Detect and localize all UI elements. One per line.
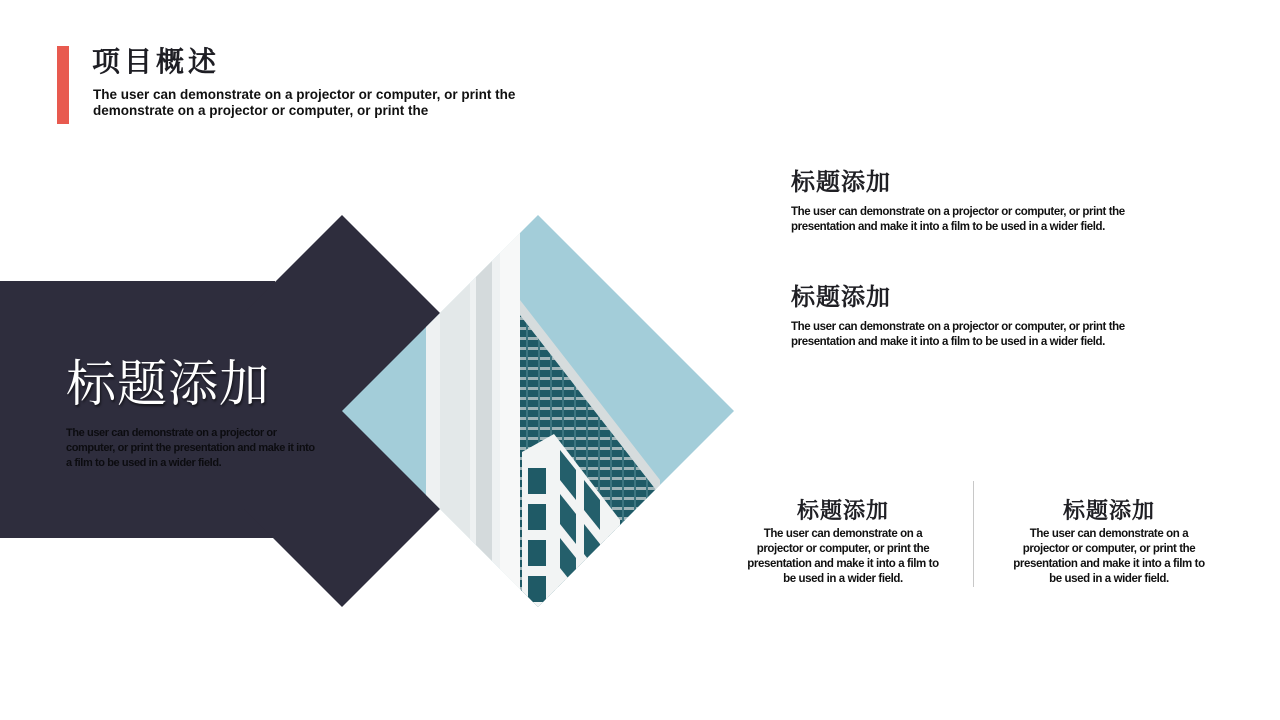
feature-item bbox=[791, 162, 1151, 235]
feature-description: The user can demonstrate on a projector or computer, or print the presentation and make it into a film to be used in a wider field. bbox=[791, 321, 1125, 348]
page-description: The user can demonstrate on a projector or computer, or print the demonstrate on a projector or computer, or print the bbox=[93, 87, 516, 118]
feature-item bbox=[791, 277, 1151, 350]
panel-description: The user can demonstrate on a projector or computer, or print the presentation and make it into a film to be used in a wider field. bbox=[66, 427, 315, 469]
column-description: The user can demonstrate on a projector or computer, or print the presentation and make it into a film to be used in a wider field. bbox=[1013, 528, 1205, 585]
page-title: 项目概述 bbox=[92, 45, 221, 78]
feature-description: The user can demonstrate on a projector or computer, or print the presentation and make it into a film to be used in a wider field. bbox=[791, 206, 1125, 233]
panel-title: 标题添加 bbox=[66, 355, 270, 413]
column-item bbox=[1009, 494, 1209, 587]
column-divider bbox=[973, 481, 974, 587]
feature-title: 标题添加 bbox=[791, 283, 891, 311]
column-item bbox=[743, 494, 943, 587]
feature-title: 标题添加 bbox=[791, 168, 891, 196]
column-description: The user can demonstrate on a projector or computer, or print the presentation and make it into a film to be used in a wider field. bbox=[747, 528, 939, 585]
column-title: 标题添加 bbox=[1062, 499, 1155, 524]
column-title: 标题添加 bbox=[796, 499, 889, 524]
